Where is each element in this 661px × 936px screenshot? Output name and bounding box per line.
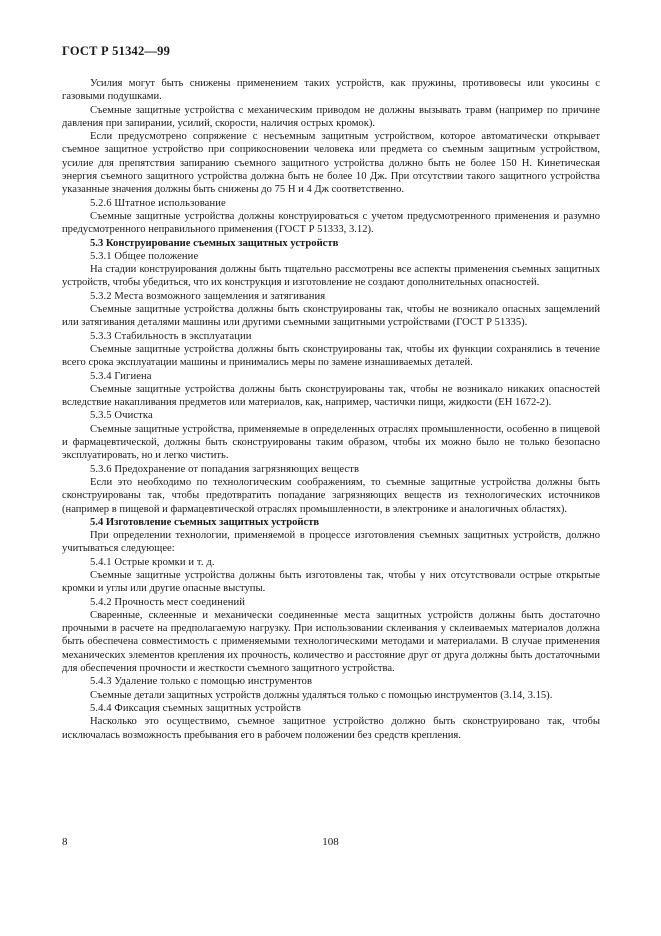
subsection-heading: 5.3.6 Предохранение от попадания загрязняющих веществ xyxy=(90,463,360,475)
paragraph: Съемные защитные устройства, применяемые в определенных отраслях промышленности, особенно в пищевой и фармацевтической, должны быть сконструированы таким образом, чтобы их можно было не только безопасно эксплуатировать, но и легко чистить. xyxy=(62,423,600,462)
subsection-heading: 5.3.4 Гигиена xyxy=(90,370,152,382)
paragraph: При определении технологии, применяемой в процессе изготовления съемных защитных устройств, должно учитываться следующее: xyxy=(62,530,600,555)
paragraph: Съемные защитные устройства должны быть сконструированы так, чтобы их функции сохранялись в течение всего срока эксплуатации машины и принимались меры по замене изнашиваемых деталей. xyxy=(62,343,600,369)
subsection-heading: 5.4.4 Фиксация съемных защитных устройств xyxy=(90,702,301,714)
subsection-heading: 5.3.3 Стабильность в эксплуатации xyxy=(90,330,252,342)
paragraph: Насколько это осуществимо, съемное защитное устройство должно быть сконструировано так, чтобы исключалась возможность пребывания его в рабочем положении без средств крепления. xyxy=(62,716,600,741)
paragraph: Съемные защитные устройства должны конструироваться с учетом предусмотренного применения и разумно предусмотренного неправильного применения (ГОСТ Р 51333, 3.12). xyxy=(62,210,600,236)
subsection-heading: 5.4.1 Острые кромки и т. д. xyxy=(90,556,215,568)
subsection-heading: 5.4.3 Удаление только с помощью инструментов xyxy=(90,676,313,688)
subsection-heading: 5.3.1 Общее положение xyxy=(90,250,199,262)
subsection-heading: 5.4.2 Прочность мест соединений xyxy=(90,596,246,608)
document-body xyxy=(62,77,600,742)
paragraph: Усилия могут быть снижены применением таких устройств, как пружины, противовесы или укосины с газовыми подушками. xyxy=(62,78,600,103)
paragraph: Съемные защитные устройства должны быть сконструированы так, чтобы не возникало никаких опасностей вследствие накапливания предметов или материалов, как, например, частички пищи, жидкости (ЕН 1672-2). xyxy=(62,383,600,409)
document-header: ГОСТ Р 51342—99 xyxy=(62,44,171,58)
paragraph: Съемные защитные устройства должны быть изготовлены так, чтобы у них отсутствовали острые открытые кромки и углы или другие опасные выступы. xyxy=(62,569,600,595)
paragraph: Съемные детали защитных устройств должны удаляться только с помощью инструментов (3.14, 3.15). xyxy=(90,689,553,701)
paragraph: Если это необходимо по технологическим соображениям, то съемные защитные устройства должны быть сконструированы так, чтобы предотвратить попадание загрязняющих веществ из технологических источников (например в пищевой и фармацевтической отраслях промышленности, в электронике и аналогичных областях). xyxy=(62,476,600,515)
subsection-heading: 5.3.2 Места возможного защемления и затягивания xyxy=(90,290,326,302)
paragraph: Сваренные, склеенные и механически соединенные места защитных устройств должны быть достаточно прочными в расчете на предполагаемую нагрузку. При использовании склеивания у склеиваемых материалов должна быть обеспечена совместимость с применяемыми технологическими методами и материалами. В случае применения механических элементов крепления их прочность, количество и расстояние друг от друга должны быть достаточными для обеспечения прочности и жесткости съемного защитного устройства. xyxy=(62,609,600,675)
paragraph: Если предусмотрено сопряжение с несъемным защитным устройством, которое автоматически открывает съемное защитное устройство при соприкосновении человека или предмета со съемным защитным устройством, усилие для препятствия запиранию съемного защитного устройства должно быть не более 150 Н. Кинетическая энергия съемного защитного устройства должна быть не более 10 Дж. При отсутствии такого защитного устройства указанные значения должны быть снижены до 75 Н и 4 Дж соответственно. xyxy=(62,131,600,196)
paragraph: Съемные защитные устройства с механическим приводом не должны вызывать травм (например по причине давления при запирании, усилий, скорости, наличия острых кромок). xyxy=(62,104,600,129)
paragraph: На стадии конструирования должны быть тщательно рассмотрены все аспекты применения съемных защитных устройств, чтобы убедиться, что их конструкция и изготовление не создают дополнительных опасностей. xyxy=(62,264,600,289)
page-number-center: 108 xyxy=(322,836,339,848)
page-number-left: 8 xyxy=(62,836,68,848)
section-heading: 5.3 Конструирование съемных защитных устройств xyxy=(90,237,339,249)
paragraph: Съемные защитные устройства должны быть сконструированы так, чтобы не возникало опасных защемлений или затягивания деталями машины или другими съемными защитными устройствами (ГОСТ Р 51335). xyxy=(62,304,600,329)
section-heading: 5.4 Изготовление съемных защитных устройств xyxy=(90,516,320,528)
subsection-heading: 5.2.6 Штатное использование xyxy=(90,197,226,209)
subsection-heading: 5.3.5 Очистка xyxy=(90,410,153,422)
